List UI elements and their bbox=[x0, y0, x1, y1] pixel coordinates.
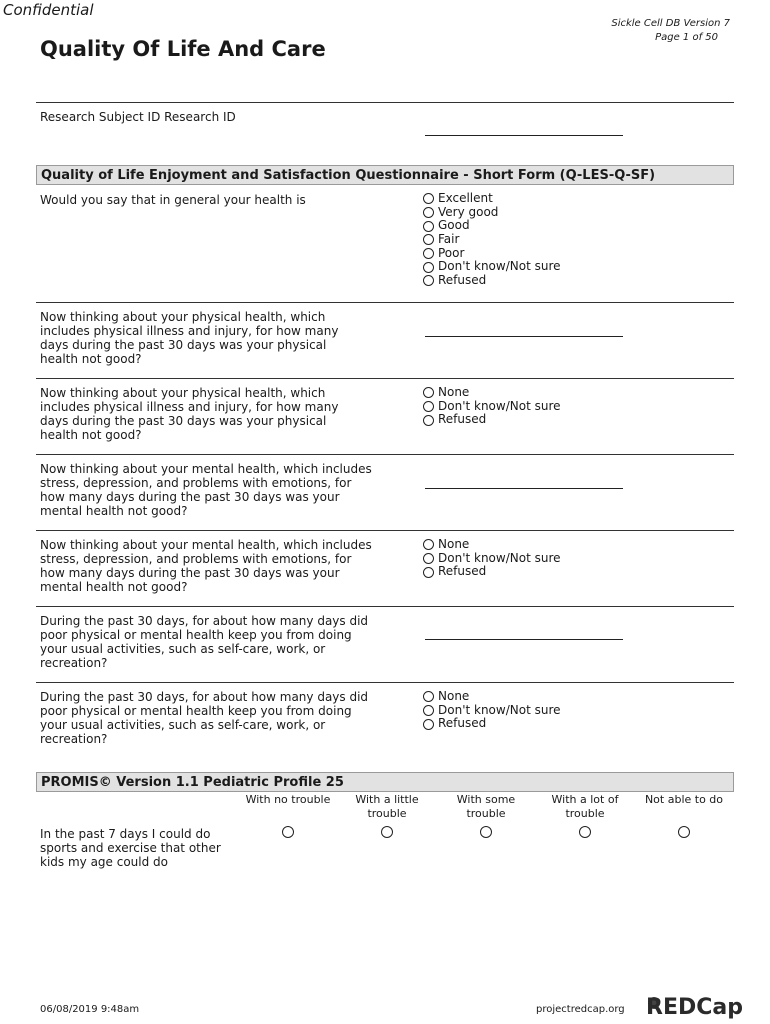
question-line: how many days during the past 30 days was your bbox=[40, 566, 340, 580]
question-line: Now thinking about your physical health, which bbox=[40, 386, 326, 400]
option[interactable] bbox=[423, 565, 561, 579]
option[interactable] bbox=[423, 400, 561, 414]
option-label: None bbox=[438, 385, 470, 399]
question-sports-exercise bbox=[40, 827, 221, 869]
option[interactable] bbox=[423, 219, 561, 233]
question-line: During the past 30 days, for about how many days did bbox=[40, 614, 369, 628]
research-id-label: Research Subject ID Research ID bbox=[40, 110, 236, 124]
option[interactable] bbox=[423, 690, 561, 704]
question-line: recreation? bbox=[40, 732, 108, 746]
question-line: During the past 30 days, for about how many days did bbox=[40, 690, 369, 704]
question-line: your usual activities, such as self-care, work, or bbox=[40, 718, 326, 732]
question-line: poor physical or mental health keep you from doing bbox=[40, 628, 352, 642]
radio-icon[interactable] bbox=[423, 193, 434, 204]
radio-no-trouble[interactable] bbox=[282, 826, 294, 838]
options-mental-days bbox=[423, 538, 561, 579]
radio-little-trouble[interactable] bbox=[381, 826, 393, 838]
section-header-qlesq: Quality of Life Enjoyment and Satisfaction Questionnaire - Short Form (Q-LES-Q-SF) bbox=[36, 165, 734, 185]
question-line: poor physical or mental health keep you from doing bbox=[40, 704, 352, 718]
option[interactable] bbox=[423, 260, 561, 274]
matrix-column-header bbox=[535, 793, 635, 821]
column-label: trouble bbox=[367, 807, 407, 820]
radio-icon[interactable] bbox=[423, 415, 434, 426]
redcap-logo: REDCap bbox=[646, 995, 743, 1020]
question-line: Now thinking about your mental health, which includes bbox=[40, 538, 372, 552]
question-line: recreation? bbox=[40, 656, 108, 670]
question-line: days during the past 30 days was your physical bbox=[40, 338, 327, 352]
radio-icon[interactable] bbox=[423, 539, 434, 550]
radio-icon[interactable] bbox=[423, 387, 434, 398]
header-right bbox=[611, 17, 730, 45]
footer-site: projectredcap.org bbox=[536, 1004, 625, 1015]
column-label: With a little bbox=[355, 793, 419, 806]
question-line: includes physical illness and injury, for how many bbox=[40, 400, 339, 414]
option[interactable] bbox=[423, 247, 561, 261]
option[interactable] bbox=[423, 704, 561, 718]
radio-icon[interactable] bbox=[423, 275, 434, 286]
question-activity-days-status bbox=[40, 690, 368, 746]
option[interactable] bbox=[423, 552, 561, 566]
matrix-column-header bbox=[436, 793, 536, 821]
physical-days-field[interactable] bbox=[425, 336, 623, 337]
column-label: With a lot of bbox=[551, 793, 619, 806]
question-line: stress, depression, and problems with emotions, for bbox=[40, 476, 352, 490]
mental-days-field[interactable] bbox=[425, 488, 623, 489]
radio-icon[interactable] bbox=[423, 567, 434, 578]
option-label: Very good bbox=[438, 204, 499, 219]
divider bbox=[36, 378, 734, 379]
radio-icon[interactable] bbox=[423, 262, 434, 273]
option[interactable] bbox=[423, 274, 561, 288]
question-line: mental health not good? bbox=[40, 504, 188, 518]
option-label: Refused bbox=[438, 273, 487, 288]
divider bbox=[36, 302, 734, 303]
radio-some-trouble[interactable] bbox=[480, 826, 492, 838]
page-title: Quality Of Life And Care bbox=[40, 37, 326, 61]
question-line: In the past 7 days I could do bbox=[40, 827, 211, 841]
question-line: includes physical illness and injury, for how many bbox=[40, 324, 339, 338]
radio-icon[interactable] bbox=[423, 705, 434, 716]
page-number: Page 1 of 50 bbox=[655, 32, 718, 43]
radio-icon[interactable] bbox=[423, 553, 434, 564]
option[interactable] bbox=[423, 192, 561, 206]
column-label: With no trouble bbox=[245, 793, 331, 806]
option[interactable] bbox=[423, 538, 561, 552]
option-label: Don't know/Not sure bbox=[438, 259, 561, 274]
divider bbox=[36, 606, 734, 607]
question-activity-days bbox=[40, 614, 368, 670]
option-label: Fair bbox=[438, 232, 460, 247]
option-label: Don't know/Not sure bbox=[438, 550, 561, 565]
radio-icon[interactable] bbox=[423, 248, 434, 259]
question-physical-days bbox=[40, 310, 338, 366]
radio-icon[interactable] bbox=[423, 719, 434, 730]
matrix-column-header bbox=[238, 793, 338, 807]
option-label: Don't know/Not sure bbox=[438, 398, 561, 413]
activity-days-field[interactable] bbox=[425, 639, 623, 640]
section-header-promis: PROMIS© Version 1.1 Pediatric Profile 25 bbox=[36, 772, 734, 792]
question-line: days during the past 30 days was your physical bbox=[40, 414, 327, 428]
question-line: Now thinking about your physical health, which bbox=[40, 310, 326, 324]
radio-icon[interactable] bbox=[423, 234, 434, 245]
confidential-label: Confidential bbox=[3, 1, 94, 19]
radio-icon[interactable] bbox=[423, 207, 434, 218]
question-line: Now thinking about your mental health, which includes bbox=[40, 462, 372, 476]
question-mental-days bbox=[40, 462, 372, 518]
options-physical-days bbox=[423, 386, 561, 427]
options-general-health bbox=[423, 192, 561, 288]
option-label: Good bbox=[438, 218, 470, 233]
research-id-field[interactable] bbox=[425, 135, 623, 136]
options-activity-days bbox=[423, 690, 561, 731]
option-label: Poor bbox=[438, 245, 465, 260]
version-label: Sickle Cell DB Version 7 bbox=[611, 18, 730, 29]
option-label: Don't know/Not sure bbox=[438, 702, 561, 717]
radio-lot-trouble[interactable] bbox=[579, 826, 591, 838]
question-line: stress, depression, and problems with emotions, for bbox=[40, 552, 352, 566]
option[interactable] bbox=[423, 717, 561, 731]
question-line: sports and exercise that other bbox=[40, 841, 221, 855]
radio-icon[interactable] bbox=[423, 691, 434, 702]
radio-icon[interactable] bbox=[423, 221, 434, 232]
column-label: trouble bbox=[565, 807, 605, 820]
radio-not-able[interactable] bbox=[678, 826, 690, 838]
column-label: With some bbox=[456, 793, 516, 806]
question-mental-days-status bbox=[40, 538, 372, 594]
divider bbox=[36, 454, 734, 455]
question-physical-days-status bbox=[40, 386, 338, 442]
option[interactable] bbox=[423, 413, 561, 427]
question-line: health not good? bbox=[40, 428, 142, 442]
matrix-column-header bbox=[337, 793, 437, 821]
option-label: None bbox=[438, 689, 470, 703]
matrix-column-header bbox=[634, 793, 734, 807]
footer-date: 06/08/2019 9:48am bbox=[40, 1004, 140, 1015]
question-general-health: Would you say that in general your health is bbox=[40, 193, 306, 207]
radio-icon[interactable] bbox=[423, 401, 434, 412]
question-line: kids my age could do bbox=[40, 855, 169, 869]
option-label: Excellent bbox=[438, 191, 493, 205]
column-label: trouble bbox=[466, 807, 506, 820]
option[interactable] bbox=[423, 233, 561, 247]
divider bbox=[36, 102, 734, 103]
question-line: mental health not good? bbox=[40, 580, 188, 594]
divider bbox=[36, 530, 734, 531]
question-line: your usual activities, such as self-care, work, or bbox=[40, 642, 326, 656]
option[interactable] bbox=[423, 206, 561, 220]
option-label: None bbox=[438, 537, 470, 551]
question-line: how many days during the past 30 days was your bbox=[40, 490, 340, 504]
option-label: Refused bbox=[438, 564, 487, 579]
option-label: Refused bbox=[438, 716, 487, 731]
column-label: Not able to do bbox=[644, 793, 724, 806]
option-label: Refused bbox=[438, 412, 487, 427]
divider bbox=[36, 682, 734, 683]
option[interactable] bbox=[423, 386, 561, 400]
question-line: health not good? bbox=[40, 352, 142, 366]
